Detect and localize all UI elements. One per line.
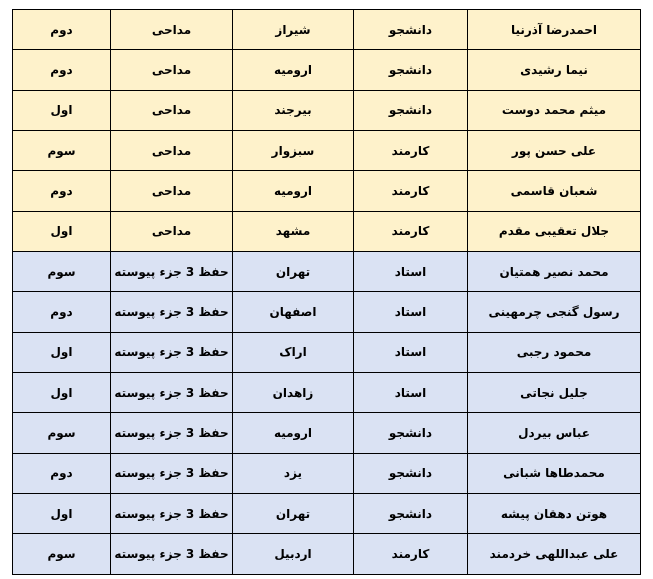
participant-city-cell: شیراز — [233, 10, 354, 50]
table-row — [13, 171, 641, 211]
participant-role-cell: کارمند — [354, 211, 468, 251]
participant-name-cell: محمود رجبی — [468, 332, 641, 372]
table-row — [13, 534, 641, 574]
competition-field-cell: حفظ 3 جزء پیوسته — [111, 373, 233, 413]
table-row — [13, 332, 641, 372]
table-row — [13, 494, 641, 534]
results-sheet — [12, 9, 640, 575]
table-row — [13, 50, 641, 90]
participant-name-cell: میثم محمد دوست — [468, 90, 641, 130]
participant-role-cell: استاد — [354, 373, 468, 413]
participant-role-cell: دانشجو — [354, 10, 468, 50]
table-row — [13, 252, 641, 292]
competition-field-cell: حفظ 3 جزء پیوسته — [111, 534, 233, 574]
rank-cell: سوم — [13, 252, 111, 292]
rank-cell: دوم — [13, 453, 111, 493]
table-row — [13, 90, 641, 130]
participant-name-cell: نیما رشیدی — [468, 50, 641, 90]
participant-name-cell: علی عبداللهی خردمند — [468, 534, 641, 574]
rank-cell: دوم — [13, 171, 111, 211]
participant-name-cell: علی حسن پور — [468, 131, 641, 171]
rank-cell: سوم — [13, 131, 111, 171]
participant-role-cell: دانشجو — [354, 453, 468, 493]
participant-city-cell: مشهد — [233, 211, 354, 251]
participant-name-cell: محمد نصیر همتیان — [468, 252, 641, 292]
participant-city-cell: اصفهان — [233, 292, 354, 332]
competition-field-cell: حفظ 3 جزء پیوسته — [111, 453, 233, 493]
rank-cell: دوم — [13, 10, 111, 50]
participant-city-cell: تهران — [233, 252, 354, 292]
participant-role-cell: استاد — [354, 292, 468, 332]
competition-field-cell: مداحی — [111, 171, 233, 211]
participant-city-cell: ارومیه — [233, 50, 354, 90]
rank-cell: اول — [13, 494, 111, 534]
competition-field-cell: مداحی — [111, 50, 233, 90]
competition-field-cell: حفظ 3 جزء پیوسته — [111, 413, 233, 453]
participant-city-cell: بیرجند — [233, 90, 354, 130]
competition-field-cell: مداحی — [111, 211, 233, 251]
competition-field-cell: مداحی — [111, 10, 233, 50]
participant-name-cell: محمدطاها شبانی — [468, 453, 641, 493]
participant-role-cell: دانشجو — [354, 494, 468, 534]
participant-name-cell: رسول گنجی چرمهینی — [468, 292, 641, 332]
results-table-body — [13, 10, 641, 575]
participant-name-cell: عباس بیردل — [468, 413, 641, 453]
table-row — [13, 292, 641, 332]
participant-city-cell: ارومیه — [233, 413, 354, 453]
table-row — [13, 131, 641, 171]
participant-role-cell: کارمند — [354, 131, 468, 171]
participant-name-cell: هوتن دهقان پیشه — [468, 494, 641, 534]
participant-city-cell: اراک — [233, 332, 354, 372]
participant-role-cell: دانشجو — [354, 50, 468, 90]
competition-field-cell: حفظ 3 جزء پیوسته — [111, 332, 233, 372]
rank-cell: دوم — [13, 292, 111, 332]
participant-city-cell: سبزوار — [233, 131, 354, 171]
participant-city-cell: تهران — [233, 494, 354, 534]
participant-role-cell: کارمند — [354, 534, 468, 574]
table-row — [13, 10, 641, 50]
participant-city-cell: یزد — [233, 453, 354, 493]
results-table — [12, 9, 641, 575]
participant-role-cell: استاد — [354, 252, 468, 292]
participant-city-cell: ارومیه — [233, 171, 354, 211]
participant-role-cell: دانشجو — [354, 413, 468, 453]
participant-role-cell: استاد — [354, 332, 468, 372]
participant-name-cell: جلیل نجاتی — [468, 373, 641, 413]
rank-cell: سوم — [13, 413, 111, 453]
competition-field-cell: مداحی — [111, 90, 233, 130]
competition-field-cell: حفظ 3 جزء پیوسته — [111, 292, 233, 332]
rank-cell: اول — [13, 211, 111, 251]
participant-city-cell: زاهدان — [233, 373, 354, 413]
rank-cell: اول — [13, 332, 111, 372]
participant-role-cell: دانشجو — [354, 90, 468, 130]
participant-name-cell: احمدرضا آذرنیا — [468, 10, 641, 50]
rank-cell: سوم — [13, 534, 111, 574]
competition-field-cell: مداحی — [111, 131, 233, 171]
participant-role-cell: کارمند — [354, 171, 468, 211]
participant-name-cell: شعبان قاسمی — [468, 171, 641, 211]
competition-field-cell: حفظ 3 جزء پیوسته — [111, 252, 233, 292]
table-row — [13, 373, 641, 413]
table-row — [13, 211, 641, 251]
rank-cell: دوم — [13, 50, 111, 90]
participant-name-cell: جلال تعقیبی مقدم — [468, 211, 641, 251]
rank-cell: اول — [13, 90, 111, 130]
participant-city-cell: اردبیل — [233, 534, 354, 574]
rank-cell: اول — [13, 373, 111, 413]
table-row — [13, 413, 641, 453]
table-row — [13, 453, 641, 493]
competition-field-cell: حفظ 3 جزء پیوسته — [111, 494, 233, 534]
